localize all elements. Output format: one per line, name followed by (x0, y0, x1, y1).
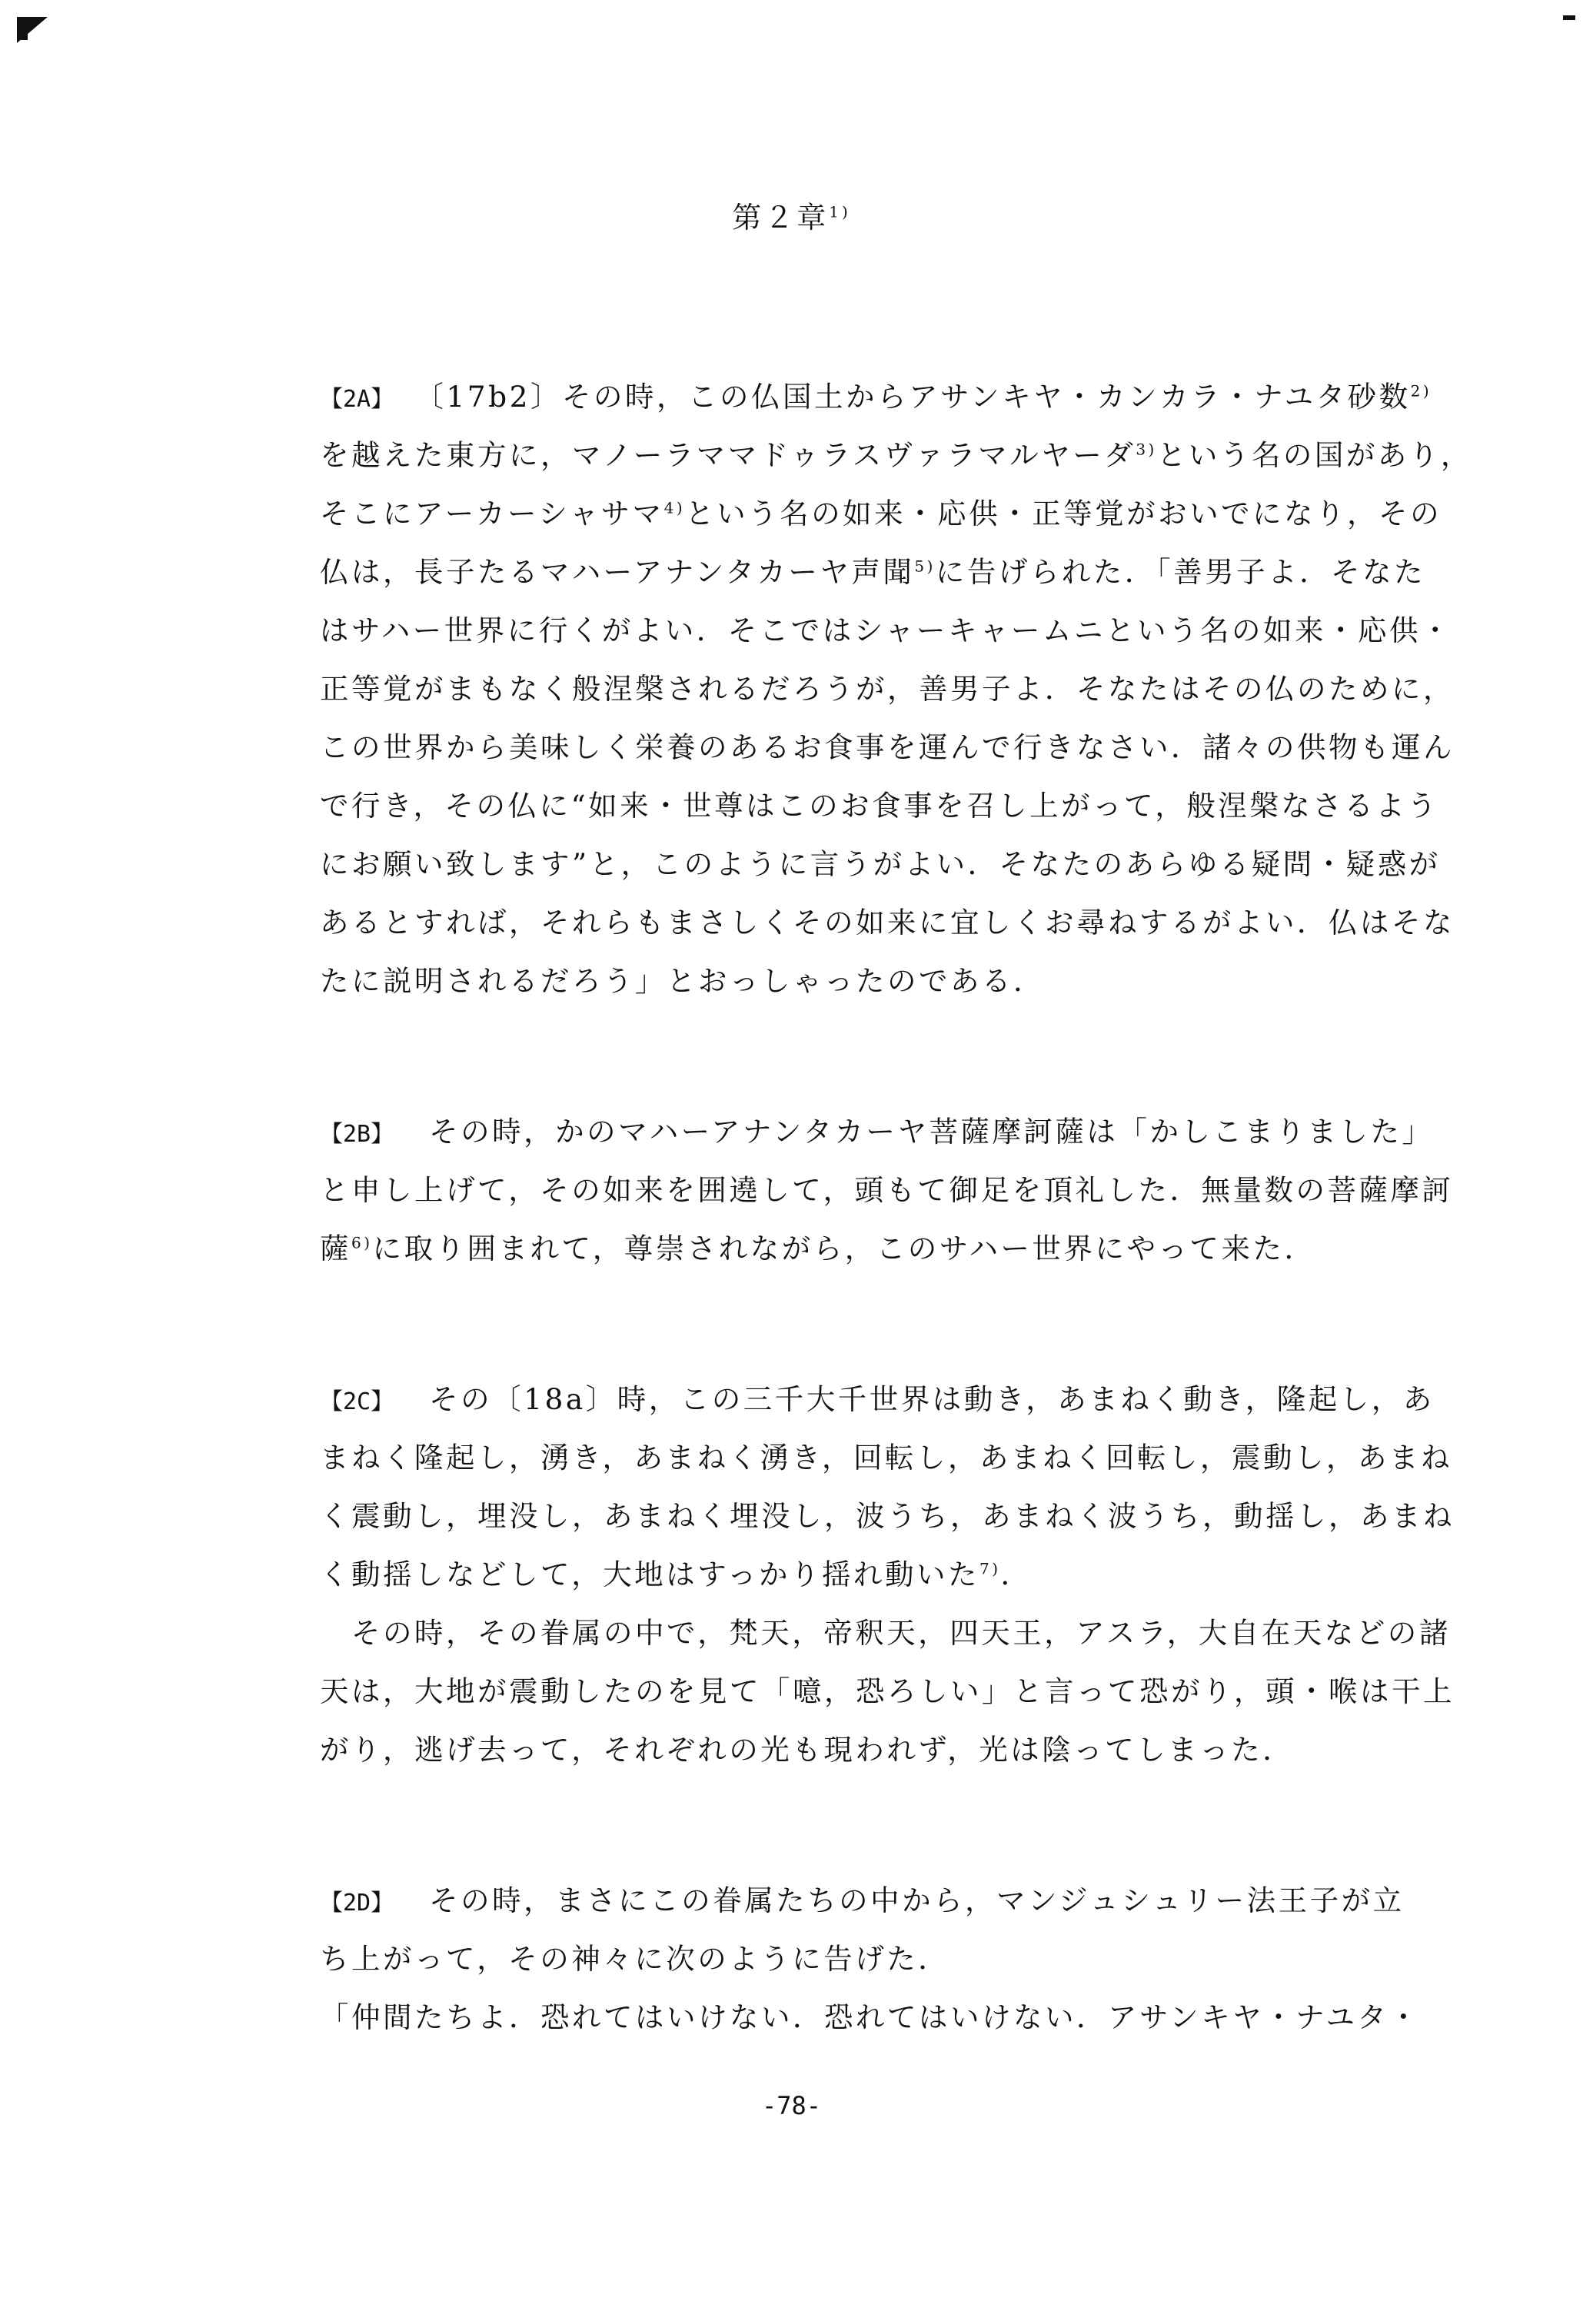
text-line (320, 1102, 1519, 1161)
line-text: 天は，大地が震動したのを見て「噫，恐ろしい」と言って恐がり，頭・喉は干上 (320, 1674, 1455, 1708)
text-line (320, 484, 1519, 543)
line-text-continued: に告げられた．「善男子よ．そなた (935, 555, 1426, 589)
text-line (320, 776, 1519, 835)
section-marker: 【2C】 (320, 1388, 394, 1415)
paragraph-gap (320, 1779, 1519, 1871)
line-text: あるとすれば，それらもまさしくその如来に宜しくお尋ねするがよい．仏はそな (320, 906, 1455, 939)
paragraph-gap (320, 1010, 1519, 1102)
paragraph (320, 367, 1519, 1010)
line-text: 薩 (320, 1232, 351, 1265)
line-text: この世界から美味しく栄養のあるお食事を運んで行きなさい．諸々の供物も運ん (320, 730, 1455, 764)
line-text: その時，その眷属の中で，梵天，帝釈天，四天王，アスラ，大自在天などの諸 (320, 1616, 1451, 1650)
page-number: -78- (761, 2091, 822, 2120)
text-line (320, 1871, 1519, 1930)
text-line (320, 1428, 1519, 1487)
footnote-ref: 6) (351, 1233, 373, 1252)
text-line (320, 1487, 1519, 1545)
line-text: がり，逃げ去って，それぞれの光も現われず，光は陰ってしまった． (320, 1733, 1295, 1767)
body-text (320, 367, 1519, 2046)
section-marker: 【2D】 (320, 1890, 394, 1917)
line-text: その時，かのマハーアナンタカーヤ菩薩摩訶薩は「かしこまりました」 (429, 1115, 1434, 1149)
line-text: く震動し，埋没し，あまねく埋没し，波うち，あまねく波うち，動揺し，あまね (320, 1499, 1455, 1533)
text-line (320, 1604, 1519, 1662)
footnote-ref: 3) (1136, 440, 1157, 459)
line-text-continued: という名の如来・応供・正等覚がおいでになり，その (685, 497, 1442, 530)
line-text: 「仲間たちよ．恐れてはいけない．恐れてはいけない．アサンキヤ・ナユタ・ (320, 2000, 1421, 2034)
line-text: そこにアーカーシャサマ (320, 497, 664, 530)
line-text: く動揺しなどして，大地はすっかり揺れ動いた (320, 1558, 979, 1591)
line-text: まねく隆起し，湧き，あまねく湧き，回転し，あまねく回転し，震動し，あまね (320, 1441, 1452, 1475)
text-line (320, 718, 1519, 776)
paragraph (320, 1871, 1519, 2046)
text-line (320, 1988, 1519, 2046)
line-text: 仏は，長子たるマハーアナンタカーヤ声聞 (320, 555, 915, 589)
chapter-title-note: 1) (829, 202, 851, 221)
line-text: はサハー世界に行くがよい．そこではシャーキャームニという名の如来・応供・ (320, 613, 1452, 647)
text-line (320, 952, 1519, 1010)
chapter-title (0, 194, 1583, 236)
section-marker: 【2A】 (320, 386, 394, 413)
line-text: その〔18a〕時，この三千大千世界は動き，あまねく動き，隆起し，あ (429, 1382, 1435, 1416)
line-text: と申し上げて，その如来を囲遶して，頭もて御足を頂礼した．無量数の菩薩摩訶 (320, 1173, 1454, 1207)
footnote-ref: 5) (914, 557, 936, 576)
line-text: を越えた東方に，マノーラママドゥラスヴァラマルヤーダ (320, 438, 1136, 472)
text-line (320, 1662, 1519, 1721)
line-text: で行き，その仏に“如来・世尊はこのお食事を召し上がって，般涅槃なさるよう (320, 789, 1439, 823)
line-text: その時，まさにこの眷属たちの中から，マンジュシュリー法王子が立 (429, 1883, 1405, 1917)
line-text-continued: という名の国があり， (1156, 438, 1472, 472)
text-line (320, 543, 1519, 601)
line-text: たに説明されるだろう」とおっしゃったのである． (320, 964, 1045, 998)
paragraph-gap (320, 1278, 1519, 1370)
text-line (320, 1930, 1519, 1988)
scan-corner-mark (17, 17, 48, 43)
footnote-ref: 2) (1410, 381, 1432, 401)
text-line (320, 893, 1519, 952)
text-line (320, 367, 1519, 426)
line-text: 正等覚がまもなく般涅槃されるだろうが，善男子よ．そなたはその仏のために， (320, 672, 1455, 706)
chapter-title-text: 第２章 (732, 201, 830, 234)
text-line (320, 835, 1519, 893)
paragraph (320, 1370, 1519, 1779)
text-line (320, 1219, 1519, 1278)
footnote-ref: 7) (979, 1559, 1001, 1578)
text-line (320, 1721, 1519, 1779)
text-line (320, 1545, 1519, 1604)
footnote-ref: 4) (663, 498, 686, 517)
text-line (320, 1370, 1519, 1428)
text-line (320, 601, 1519, 660)
line-text-continued: ． (1000, 1558, 1033, 1591)
line-text: 〔17b2〕その時，この仏国土からアサンキヤ・カンカラ・ナユタ砂数 (429, 380, 1411, 414)
section-marker: 【2B】 (320, 1121, 394, 1148)
scan-corner-mark-right (1563, 15, 1575, 20)
line-text: ち上がって，その神々に次のように告げた． (320, 1942, 950, 1976)
paragraph (320, 1102, 1519, 1278)
line-text-continued: に取り囲まれて，尊崇されながら，このサハー世界にやって来た． (372, 1232, 1316, 1265)
line-text: にお願い致します”と，このように言うがよい．そなたのあらゆる疑問・疑惑が (320, 847, 1441, 881)
text-line (320, 426, 1519, 484)
text-line (320, 1161, 1519, 1219)
text-line (320, 660, 1519, 718)
